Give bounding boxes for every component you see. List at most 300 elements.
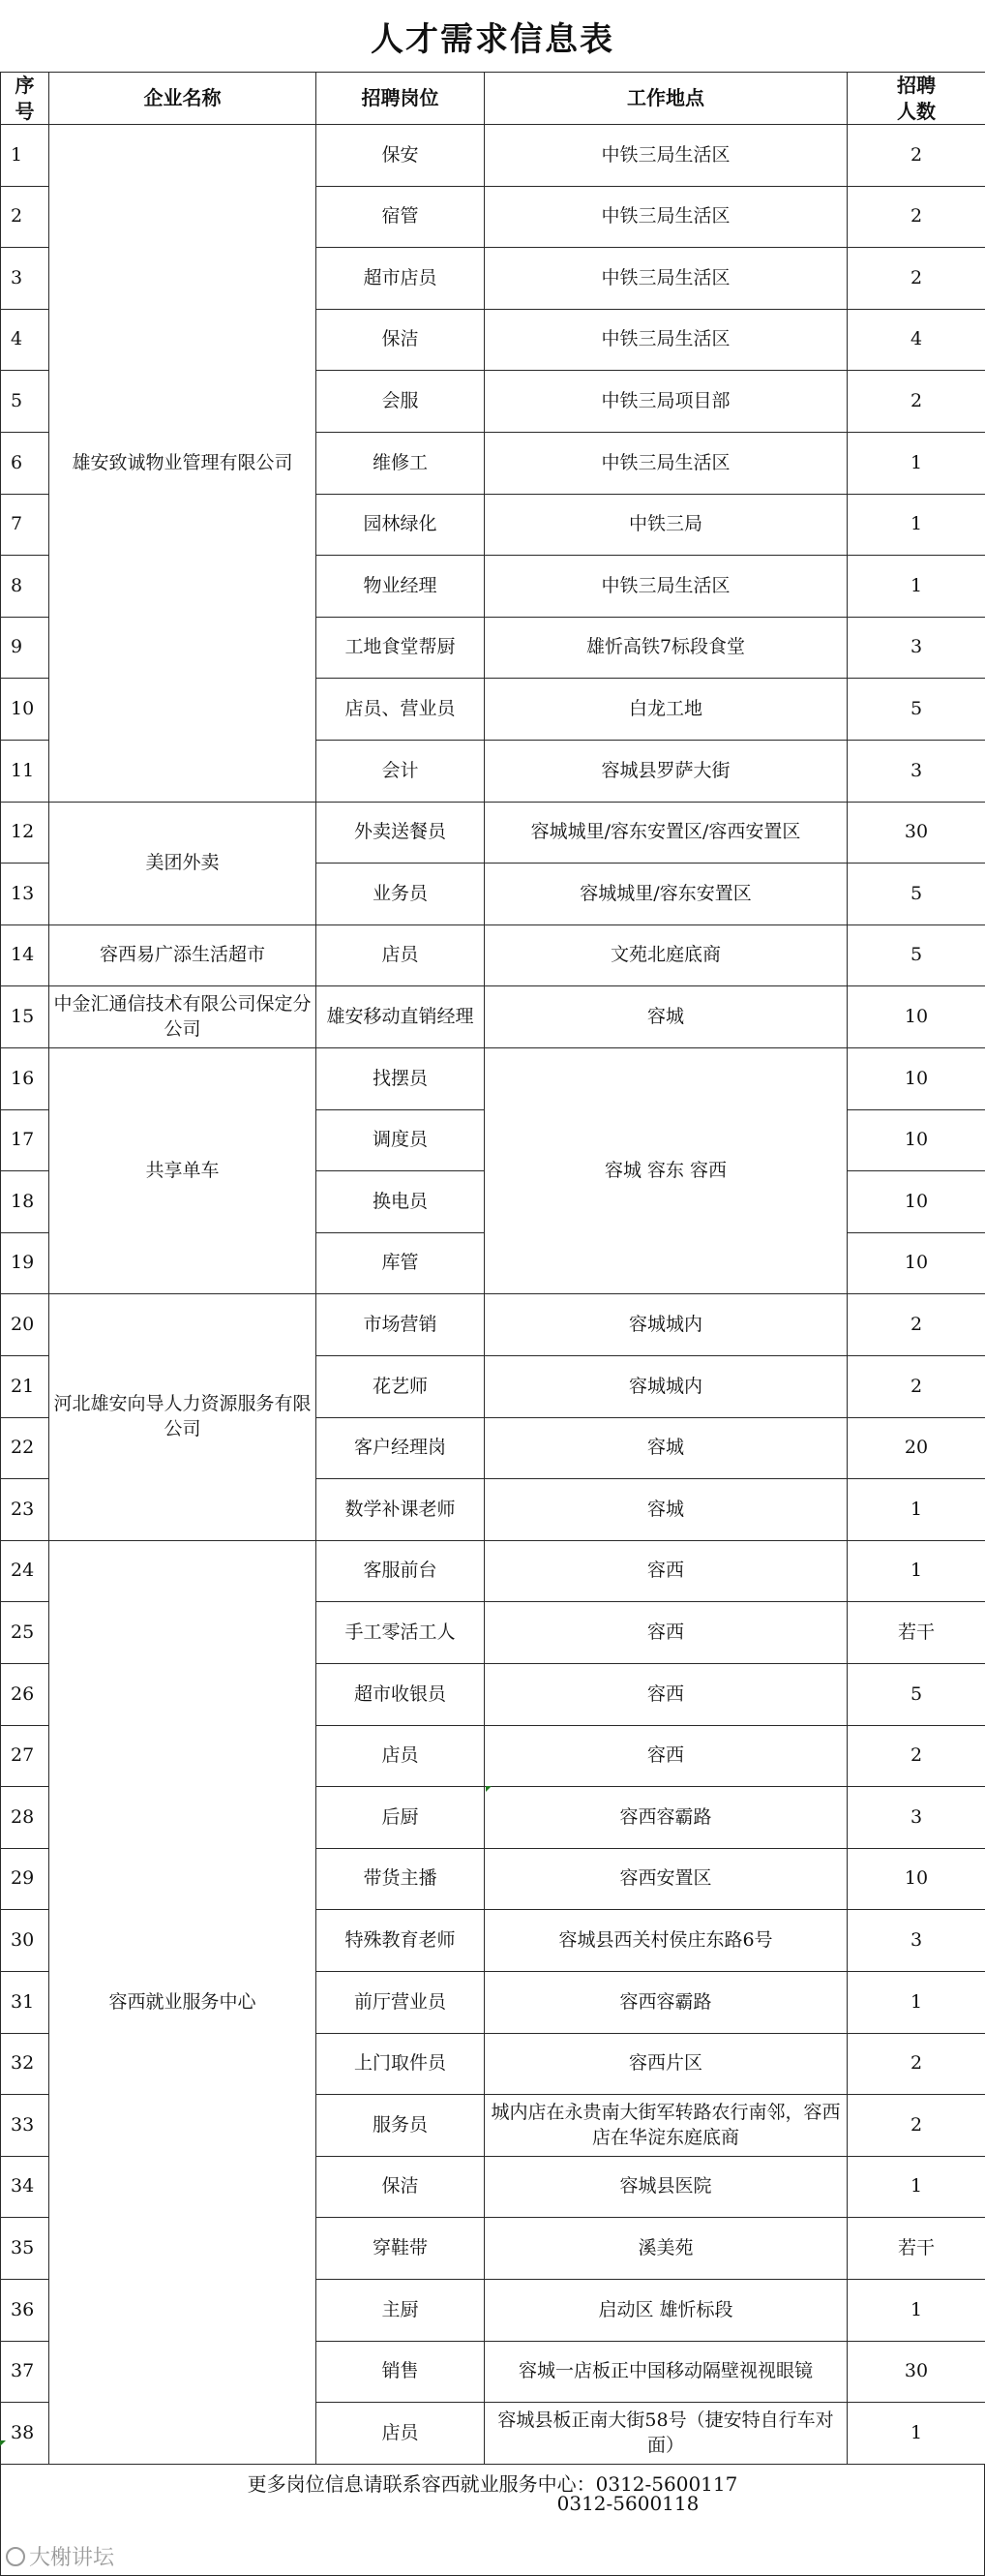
table-row-16-count-text: 10 bbox=[904, 1067, 929, 1089]
table-row-12-count-text: 30 bbox=[904, 821, 929, 843]
table-row-13-position-text: 业务员 bbox=[372, 882, 428, 904]
cell-comment-marker bbox=[0, 2440, 6, 2446]
watermark-text: 大榭讲坛 bbox=[29, 2546, 115, 2570]
table-row-35-seq bbox=[0, 2217, 49, 2280]
table-row-7-position-text: 园林绿化 bbox=[363, 513, 437, 535]
table-row-27-position bbox=[315, 1725, 485, 1787]
table-row-33-seq bbox=[0, 2094, 49, 2157]
location-merged-5-text: 容城 容东 容西 bbox=[604, 1159, 728, 1181]
table-row-7-count-text: 1 bbox=[910, 513, 923, 535]
table-row-32-seq-text: 32 bbox=[11, 2052, 35, 2075]
table-row-11-location bbox=[484, 740, 848, 803]
table-row-26-seq-text: 26 bbox=[11, 1682, 35, 1705]
table-row-26-location-text: 容西 bbox=[646, 1682, 684, 1705]
table-row-34-location-text: 容城县医院 bbox=[619, 2175, 712, 2197]
table-row-4-count bbox=[847, 309, 985, 371]
table-row-37-position bbox=[315, 2341, 485, 2403]
table-row-29-location bbox=[484, 1848, 848, 1910]
table-row-34-location bbox=[484, 2156, 848, 2218]
table-row-6-position-text: 维修工 bbox=[372, 451, 428, 473]
table-row-34-position-text: 保洁 bbox=[381, 2175, 419, 2197]
table-row-14-location bbox=[484, 924, 848, 986]
table-row-33-count-text: 2 bbox=[910, 2113, 923, 2136]
table-row-12-position bbox=[315, 802, 485, 864]
table-row-13-count bbox=[847, 863, 985, 925]
table-row-6-seq-text: 6 bbox=[11, 451, 23, 473]
table-row-15-location bbox=[484, 985, 848, 1048]
table-row-6-location bbox=[484, 432, 848, 495]
table-row-1-count-text: 2 bbox=[910, 143, 923, 166]
table-row-38-location-text: 容城县板正南大街58号（捷安特自行车对面） bbox=[497, 2409, 834, 2456]
company-cell-6-text: 河北雄安向导人力资源服务有限公司 bbox=[53, 1393, 312, 1440]
location-merged-5 bbox=[484, 1047, 848, 1294]
table-row-27-count-text: 2 bbox=[910, 1744, 923, 1767]
table-row-2-count bbox=[847, 186, 985, 248]
table-row-9-location-text: 雄忻高铁7标段食堂 bbox=[585, 636, 746, 658]
table-row-37-position-text: 销售 bbox=[381, 2360, 419, 2382]
table-row-27-seq bbox=[0, 1725, 49, 1787]
table-row-35-seq-text: 35 bbox=[11, 2236, 35, 2258]
table-row-8-seq bbox=[0, 555, 49, 618]
table-row-5-count-text: 2 bbox=[910, 389, 923, 411]
table-row-30-location bbox=[484, 1909, 848, 1972]
company-cell-7-text: 容西就业服务中心 bbox=[108, 1990, 256, 2013]
header-company-text: 企业名称 bbox=[143, 86, 222, 109]
table-row-10-count-text: 5 bbox=[910, 697, 923, 719]
table-row-38-seq-text: 38 bbox=[11, 2421, 35, 2443]
table-row-38-count-text: 1 bbox=[910, 2421, 923, 2443]
table-row-18-count-text: 10 bbox=[904, 1190, 929, 1212]
table-row-2-seq-text: 2 bbox=[11, 205, 23, 227]
table-row-18-seq bbox=[0, 1170, 49, 1233]
table-row-37-location bbox=[484, 2341, 848, 2403]
table-row-32-count-text: 2 bbox=[910, 2052, 923, 2075]
table-row-16-seq bbox=[0, 1047, 49, 1110]
table-row-15-location-text: 容城 bbox=[646, 1005, 684, 1027]
table-row-28-seq-text: 28 bbox=[11, 1805, 35, 1828]
table-row-26-seq bbox=[0, 1663, 49, 1726]
table-row-29-seq bbox=[0, 1848, 49, 1910]
table-row-33-position bbox=[315, 2094, 485, 2157]
table-row-20-count-text: 2 bbox=[910, 1313, 923, 1335]
table-row-31-location-text: 容西容霸路 bbox=[619, 1990, 712, 2013]
company-cell-4 bbox=[48, 985, 316, 1048]
company-cell-6 bbox=[48, 1293, 316, 1541]
table-row-8-position-text: 物业经理 bbox=[363, 574, 437, 596]
table-row-1-seq bbox=[0, 124, 49, 187]
table-row-13-seq bbox=[0, 863, 49, 925]
table-row-29-seq-text: 29 bbox=[11, 1867, 35, 1890]
table-row-17-position bbox=[315, 1109, 485, 1171]
header-location-text: 工作地点 bbox=[627, 86, 704, 109]
table-row-13-location-text: 容城城里/容东安置区 bbox=[580, 882, 752, 904]
table-row-8-count bbox=[847, 555, 985, 618]
watermark bbox=[6, 2541, 114, 2571]
table-row-34-count bbox=[847, 2156, 985, 2218]
header-location bbox=[484, 72, 848, 125]
table-row-19-position-text: 库管 bbox=[381, 1252, 419, 1274]
table-row-18-count bbox=[847, 1170, 985, 1233]
table-row-15-count-text: 10 bbox=[904, 1005, 929, 1027]
table-row-32-seq bbox=[0, 2033, 49, 2095]
table-row-13-position bbox=[315, 863, 485, 925]
table-row-27-location bbox=[484, 1725, 848, 1787]
table-row-14-count-text: 5 bbox=[910, 944, 923, 966]
table-row-4-seq-text: 4 bbox=[11, 328, 23, 350]
table-row-8-location-text: 中铁三局生活区 bbox=[601, 574, 731, 596]
table-row-27-seq-text: 27 bbox=[11, 1744, 35, 1767]
footer-contact-line-1: 更多岗位信息请联系容西就业服务中心：0312-5600117 bbox=[247, 2472, 738, 2496]
table-row-28-count-text: 3 bbox=[910, 1805, 923, 1828]
table-row-7-location bbox=[484, 494, 848, 556]
table-row-38-position-text: 店员 bbox=[381, 2421, 419, 2443]
table-row-26-position-text: 超市收银员 bbox=[353, 1682, 446, 1705]
table-row-18-position bbox=[315, 1170, 485, 1233]
table-row-23-count-text: 1 bbox=[910, 1498, 923, 1520]
table-row-32-location bbox=[484, 2033, 848, 2095]
table-row-12-location-text: 容城城里/容东安置区/容西安置区 bbox=[530, 821, 801, 843]
table-row-35-location-text: 溪美苑 bbox=[638, 2236, 694, 2258]
table-row-13-location bbox=[484, 863, 848, 925]
table-row-22-seq bbox=[0, 1417, 49, 1479]
table-row-1-position-text: 保安 bbox=[381, 143, 419, 166]
table-row-6-position bbox=[315, 432, 485, 495]
table-row-22-count bbox=[847, 1417, 985, 1479]
table-row-17-position-text: 调度员 bbox=[372, 1129, 428, 1151]
table-row-14-position bbox=[315, 924, 485, 986]
table-row-20-position-text: 市场营销 bbox=[363, 1313, 437, 1335]
company-cell-1-text: 雄安致诚物业管理有限公司 bbox=[72, 451, 293, 473]
table-row-10-position bbox=[315, 678, 485, 741]
table-row-34-seq bbox=[0, 2156, 49, 2218]
table-row-3-location bbox=[484, 247, 848, 310]
table-row-25-position bbox=[315, 1601, 485, 1664]
table-row-29-location-text: 容西安置区 bbox=[619, 1867, 712, 1890]
table-row-30-seq-text: 30 bbox=[11, 1928, 35, 1951]
company-cell-5 bbox=[48, 1047, 316, 1294]
table-row-31-count-text: 1 bbox=[910, 1990, 923, 2013]
table-row-29-position bbox=[315, 1848, 485, 1910]
table-row-4-seq bbox=[0, 309, 49, 371]
table-row-30-position bbox=[315, 1909, 485, 1972]
table-row-10-seq bbox=[0, 678, 49, 741]
table-row-33-location bbox=[484, 2094, 848, 2157]
table-row-28-location bbox=[484, 1786, 848, 1849]
table-row-11-position-text: 会计 bbox=[381, 759, 419, 781]
table-row-9-position-text: 工地食堂帮厨 bbox=[344, 636, 456, 658]
table-row-35-location bbox=[484, 2217, 848, 2280]
table-row-17-seq-text: 17 bbox=[11, 1129, 35, 1151]
header-count-text: 招聘 人数 bbox=[897, 73, 936, 123]
header-position-text: 招聘岗位 bbox=[361, 86, 439, 109]
table-row-2-position bbox=[315, 186, 485, 248]
table-row-32-position-text: 上门取件员 bbox=[353, 2052, 446, 2075]
table-row-10-location bbox=[484, 678, 848, 741]
table-row-38-location bbox=[484, 2402, 848, 2465]
table-row-13-seq-text: 13 bbox=[11, 882, 35, 904]
cell-comment-marker bbox=[486, 1786, 492, 1792]
header-company bbox=[48, 72, 316, 125]
table-row-38-seq bbox=[0, 2402, 49, 2465]
table-row-8-count-text: 1 bbox=[910, 574, 923, 596]
table-row-34-count-text: 1 bbox=[910, 2175, 923, 2197]
table-row-7-seq-text: 7 bbox=[11, 513, 23, 535]
table-row-6-count bbox=[847, 432, 985, 495]
table-row-34-position bbox=[315, 2156, 485, 2218]
table-row-5-seq bbox=[0, 370, 49, 433]
table-row-21-seq-text: 21 bbox=[11, 1375, 35, 1397]
header-seq bbox=[0, 72, 49, 125]
table-row-6-location-text: 中铁三局生活区 bbox=[601, 451, 731, 473]
table-row-2-location-text: 中铁三局生活区 bbox=[601, 205, 731, 227]
table-row-25-count bbox=[847, 1601, 985, 1664]
table-row-21-seq bbox=[0, 1355, 49, 1418]
table-row-32-position bbox=[315, 2033, 485, 2095]
table-row-8-seq-text: 8 bbox=[11, 574, 23, 596]
table-row-25-location bbox=[484, 1601, 848, 1664]
table-row-14-count bbox=[847, 924, 985, 986]
table-row-11-position bbox=[315, 740, 485, 803]
table-row-4-location bbox=[484, 309, 848, 371]
table-row-21-location-text: 容城城内 bbox=[628, 1375, 702, 1397]
table-row-25-count-text: 若干 bbox=[897, 1621, 935, 1643]
table-row-23-count bbox=[847, 1478, 985, 1541]
table-row-20-seq bbox=[0, 1293, 49, 1356]
table-row-21-position bbox=[315, 1355, 485, 1418]
table-row-14-seq-text: 14 bbox=[11, 944, 35, 966]
table-row-12-seq bbox=[0, 802, 49, 864]
table-row-15-count bbox=[847, 985, 985, 1048]
table-row-36-position bbox=[315, 2279, 485, 2342]
table-row-5-position bbox=[315, 370, 485, 433]
table-row-3-position-text: 超市店员 bbox=[363, 266, 437, 288]
table-row-24-position-text: 客服前台 bbox=[363, 1560, 437, 1582]
table-row-15-seq-text: 15 bbox=[11, 1005, 35, 1027]
table-row-28-location-text: 容西容霸路 bbox=[619, 1805, 712, 1828]
table-row-26-count bbox=[847, 1663, 985, 1726]
table-row-10-location-text: 白龙工地 bbox=[628, 697, 702, 719]
table-row-21-position-text: 花艺师 bbox=[372, 1375, 428, 1397]
table-row-37-count-text: 30 bbox=[904, 2360, 929, 2382]
table-row-20-count bbox=[847, 1293, 985, 1356]
table-row-30-position-text: 特殊教育老师 bbox=[344, 1928, 456, 1951]
table-row-14-position-text: 店员 bbox=[381, 944, 419, 966]
company-cell-1 bbox=[48, 124, 316, 803]
table-row-38-count bbox=[847, 2402, 985, 2465]
header-seq-text: 序 号 bbox=[15, 73, 35, 123]
table-row-7-location-text: 中铁三局 bbox=[628, 513, 702, 535]
table-row-23-position bbox=[315, 1478, 485, 1541]
table-row-11-seq bbox=[0, 740, 49, 803]
table-row-14-seq bbox=[0, 924, 49, 986]
table-row-24-seq-text: 24 bbox=[11, 1560, 35, 1582]
table-row-29-position-text: 带货主播 bbox=[363, 1867, 437, 1890]
table-row-7-position bbox=[315, 494, 485, 556]
table-row-33-position-text: 服务员 bbox=[372, 2113, 428, 2136]
company-cell-4-text: 中金汇通信技术有限公司保定分公司 bbox=[53, 992, 312, 1040]
table-row-16-count bbox=[847, 1047, 985, 1110]
table-row-5-location bbox=[484, 370, 848, 433]
table-row-36-position-text: 主厨 bbox=[381, 2298, 419, 2320]
table-row-22-count-text: 20 bbox=[904, 1437, 929, 1459]
table-row-22-location-text: 容城 bbox=[646, 1437, 684, 1459]
table-row-26-count-text: 5 bbox=[910, 1682, 923, 1705]
table-row-22-location bbox=[484, 1417, 848, 1479]
company-cell-5-text: 共享单车 bbox=[145, 1159, 220, 1181]
table-row-1-seq-text: 1 bbox=[11, 143, 23, 166]
table-row-20-location-text: 容城城内 bbox=[628, 1313, 702, 1335]
table-row-24-count bbox=[847, 1540, 985, 1602]
table-row-3-seq bbox=[0, 247, 49, 310]
company-cell-3 bbox=[48, 924, 316, 986]
table-row-20-position bbox=[315, 1293, 485, 1356]
table-row-36-location-text: 启动区 雄忻标段 bbox=[598, 2298, 733, 2320]
table-row-9-position bbox=[315, 617, 485, 679]
table-row-3-count-text: 2 bbox=[910, 266, 923, 288]
watermark-logo-icon bbox=[6, 2547, 25, 2566]
table-row-9-count bbox=[847, 617, 985, 679]
table-row-20-seq-text: 20 bbox=[11, 1313, 35, 1335]
table-row-35-count-text: 若干 bbox=[897, 2236, 935, 2258]
table-row-30-count bbox=[847, 1909, 985, 1972]
table-row-28-position-text: 后厨 bbox=[381, 1805, 419, 1828]
table-row-36-count-text: 1 bbox=[910, 2298, 923, 2320]
table-row-10-count bbox=[847, 678, 985, 741]
table-row-28-position bbox=[315, 1786, 485, 1849]
table-row-19-seq bbox=[0, 1232, 49, 1294]
table-row-11-count bbox=[847, 740, 985, 803]
table-row-36-location bbox=[484, 2279, 848, 2342]
table-row-9-count-text: 3 bbox=[910, 636, 923, 658]
table-row-14-location-text: 文苑北庭底商 bbox=[610, 944, 721, 966]
table-row-25-seq bbox=[0, 1601, 49, 1664]
table-row-21-count-text: 2 bbox=[910, 1375, 923, 1397]
table-row-5-count bbox=[847, 370, 985, 433]
table-row-1-count bbox=[847, 124, 985, 187]
table-row-22-position-text: 客户经理岗 bbox=[353, 1437, 446, 1459]
table-row-33-seq-text: 33 bbox=[11, 2113, 35, 2136]
table-row-23-seq-text: 23 bbox=[11, 1498, 35, 1520]
table-row-12-count bbox=[847, 802, 985, 864]
table-row-20-location bbox=[484, 1293, 848, 1356]
table-row-2-seq bbox=[0, 186, 49, 248]
table-row-23-position-text: 数学补课老师 bbox=[344, 1498, 456, 1520]
table-row-25-seq-text: 25 bbox=[11, 1621, 35, 1643]
table-row-12-location bbox=[484, 802, 848, 864]
table-row-5-position-text: 会服 bbox=[381, 389, 419, 411]
table-row-13-count-text: 5 bbox=[910, 882, 923, 904]
table-row-16-position-text: 找摆员 bbox=[372, 1067, 428, 1089]
table-row-24-count-text: 1 bbox=[910, 1560, 923, 1582]
table-row-15-position-text: 雄安移动直销经理 bbox=[326, 1005, 474, 1027]
table-row-24-seq bbox=[0, 1540, 49, 1602]
table-row-35-count bbox=[847, 2217, 985, 2280]
table-row-5-seq-text: 5 bbox=[11, 389, 23, 411]
table-row-25-position-text: 手工零活工人 bbox=[344, 1621, 456, 1643]
sheet-title: 人才需求信息表 bbox=[371, 19, 614, 59]
footer-contact bbox=[0, 2464, 985, 2576]
table-row-31-position bbox=[315, 1971, 485, 2034]
table-row-37-location-text: 容城一店板正中国移动隔壁视视眼镜 bbox=[518, 2360, 813, 2382]
table-row-31-position-text: 前厅营业员 bbox=[353, 1990, 446, 2013]
table-row-1-location bbox=[484, 124, 848, 187]
table-row-19-seq-text: 19 bbox=[11, 1252, 35, 1274]
table-row-3-position bbox=[315, 247, 485, 310]
table-row-26-location bbox=[484, 1663, 848, 1726]
table-row-29-count bbox=[847, 1848, 985, 1910]
table-row-23-seq bbox=[0, 1478, 49, 1541]
table-row-6-seq bbox=[0, 432, 49, 495]
table-row-36-seq bbox=[0, 2279, 49, 2342]
table-row-4-position bbox=[315, 309, 485, 371]
table-row-3-seq-text: 3 bbox=[11, 266, 23, 288]
table-row-2-location bbox=[484, 186, 848, 248]
table-row-17-count-text: 10 bbox=[904, 1129, 929, 1151]
table-row-23-location-text: 容城 bbox=[646, 1498, 684, 1520]
table-row-27-count bbox=[847, 1725, 985, 1787]
table-row-19-position bbox=[315, 1232, 485, 1294]
table-row-8-position bbox=[315, 555, 485, 618]
table-row-22-position bbox=[315, 1417, 485, 1479]
table-row-36-count bbox=[847, 2279, 985, 2342]
table-row-3-location-text: 中铁三局生活区 bbox=[601, 266, 731, 288]
table-row-30-count-text: 3 bbox=[910, 1928, 923, 1951]
table-row-31-location bbox=[484, 1971, 848, 2034]
table-row-27-position-text: 店员 bbox=[381, 1744, 419, 1767]
table-row-28-seq bbox=[0, 1786, 49, 1849]
table-row-25-location-text: 容西 bbox=[646, 1621, 684, 1643]
table-row-36-seq-text: 36 bbox=[11, 2298, 35, 2320]
table-row-31-count bbox=[847, 1971, 985, 2034]
table-row-21-location bbox=[484, 1355, 848, 1418]
table-row-24-location-text: 容西 bbox=[646, 1560, 684, 1582]
table-row-4-position-text: 保洁 bbox=[381, 328, 419, 350]
table-row-10-seq-text: 10 bbox=[11, 697, 35, 719]
table-row-27-location-text: 容西 bbox=[646, 1744, 684, 1767]
table-row-1-location-text: 中铁三局生活区 bbox=[601, 143, 731, 166]
company-cell-2-text: 美团外卖 bbox=[145, 852, 220, 874]
table-row-9-seq bbox=[0, 617, 49, 679]
table-row-32-location-text: 容西片区 bbox=[628, 2052, 702, 2075]
table-row-16-seq-text: 16 bbox=[11, 1067, 35, 1089]
table-row-9-seq-text: 9 bbox=[11, 636, 23, 658]
table-row-3-count bbox=[847, 247, 985, 310]
table-row-12-seq-text: 12 bbox=[11, 821, 35, 843]
table-row-5-location-text: 中铁三局项目部 bbox=[601, 389, 731, 411]
table-row-2-position-text: 宿管 bbox=[381, 205, 419, 227]
table-row-19-count bbox=[847, 1232, 985, 1294]
table-row-11-seq-text: 11 bbox=[11, 759, 35, 781]
table-row-34-seq-text: 34 bbox=[11, 2175, 35, 2197]
company-cell-3-text: 容西易广添生活超市 bbox=[99, 944, 265, 966]
table-row-28-count bbox=[847, 1786, 985, 1849]
table-row-16-position bbox=[315, 1047, 485, 1110]
table-row-7-seq bbox=[0, 494, 49, 556]
header-position bbox=[315, 72, 485, 125]
table-row-32-count bbox=[847, 2033, 985, 2095]
table-row-23-location bbox=[484, 1478, 848, 1541]
table-row-18-seq-text: 18 bbox=[11, 1190, 35, 1212]
table-row-38-position bbox=[315, 2402, 485, 2465]
table-row-30-location-text: 容城县西关村侯庄东路6号 bbox=[558, 1928, 773, 1951]
table-row-22-seq-text: 22 bbox=[11, 1437, 35, 1459]
header-count bbox=[847, 72, 985, 125]
table-row-30-seq bbox=[0, 1909, 49, 1972]
table-row-31-seq-text: 31 bbox=[11, 1990, 35, 2013]
table-row-33-location-text: 城内店在永贵南大街军转路农行南邻，容西店在华淀东庭底商 bbox=[491, 2101, 841, 2148]
table-row-1-position bbox=[315, 124, 485, 187]
table-row-35-position-text: 穿鞋带 bbox=[372, 2236, 428, 2258]
